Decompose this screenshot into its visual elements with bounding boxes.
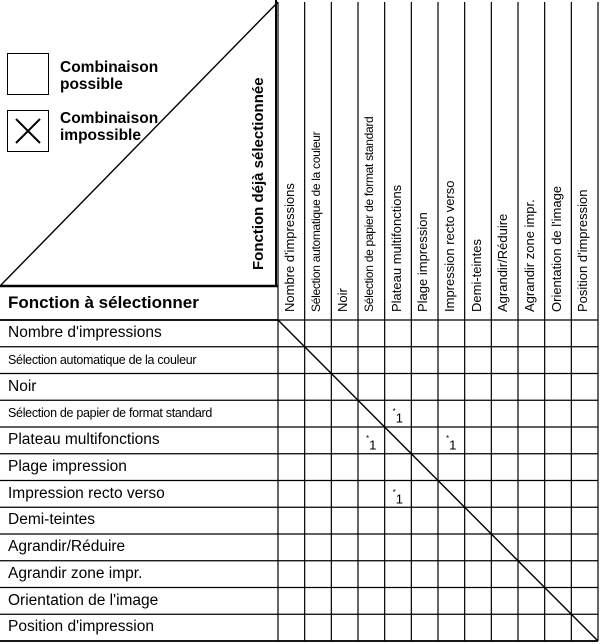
legend-possible-label: Combinaison possible — [60, 59, 159, 93]
footnote-mark: *1 — [446, 434, 457, 453]
row-label: Agrandir zone impr. — [8, 564, 143, 582]
row-label: Plage impression — [8, 457, 127, 475]
row-label: Plateau multifonctions — [8, 431, 160, 448]
row-label: Noir — [8, 377, 37, 395]
row-label: Orientation de l'image — [8, 591, 159, 609]
legend-possible-box — [7, 53, 49, 95]
footnote-mark: *1 — [392, 407, 404, 426]
column-label: Orientation de l'image — [548, 185, 564, 312]
selected-function-header: Fonction déjà sélectionnée — [250, 77, 267, 270]
column-label: Sélection de papier de format standard — [362, 116, 376, 312]
column-label: Noir — [335, 288, 351, 312]
footnote-mark: *1 — [366, 434, 377, 453]
row-label: Demi-teintes — [8, 511, 95, 529]
row-label: Sélection automatique de la couleur — [8, 352, 197, 367]
function-to-select-header: Fonction à sélectionner — [8, 293, 199, 312]
footnote-mark: *1 — [392, 487, 404, 506]
column-label: Position d'impression — [575, 189, 591, 312]
column-label: Plateau multifonctions — [388, 184, 404, 312]
legend-impossible-box — [7, 110, 49, 152]
column-label: Demi-teintes — [468, 239, 484, 312]
row-label: Sélection de papier de format standard — [8, 406, 213, 421]
column-label: Impression recto verso — [442, 180, 457, 312]
row-label: Impression recto verso — [8, 484, 165, 502]
column-label: Nombre d'impressions — [282, 183, 297, 312]
column-label: Sélection automatique de la couleur — [308, 131, 323, 312]
column-label: Agrandir/Réduire — [495, 213, 511, 312]
cross-icon — [7, 110, 49, 152]
row-label: Position d'impression — [8, 618, 154, 636]
row-label: Agrandir/Réduire — [8, 538, 126, 555]
row-label: Nombre d'impressions — [8, 324, 162, 341]
column-label: Agrandir zone impr. — [522, 199, 537, 312]
legend-impossible-label: Combinaison impossible — [60, 110, 159, 144]
column-label: Plage impression — [415, 212, 431, 312]
